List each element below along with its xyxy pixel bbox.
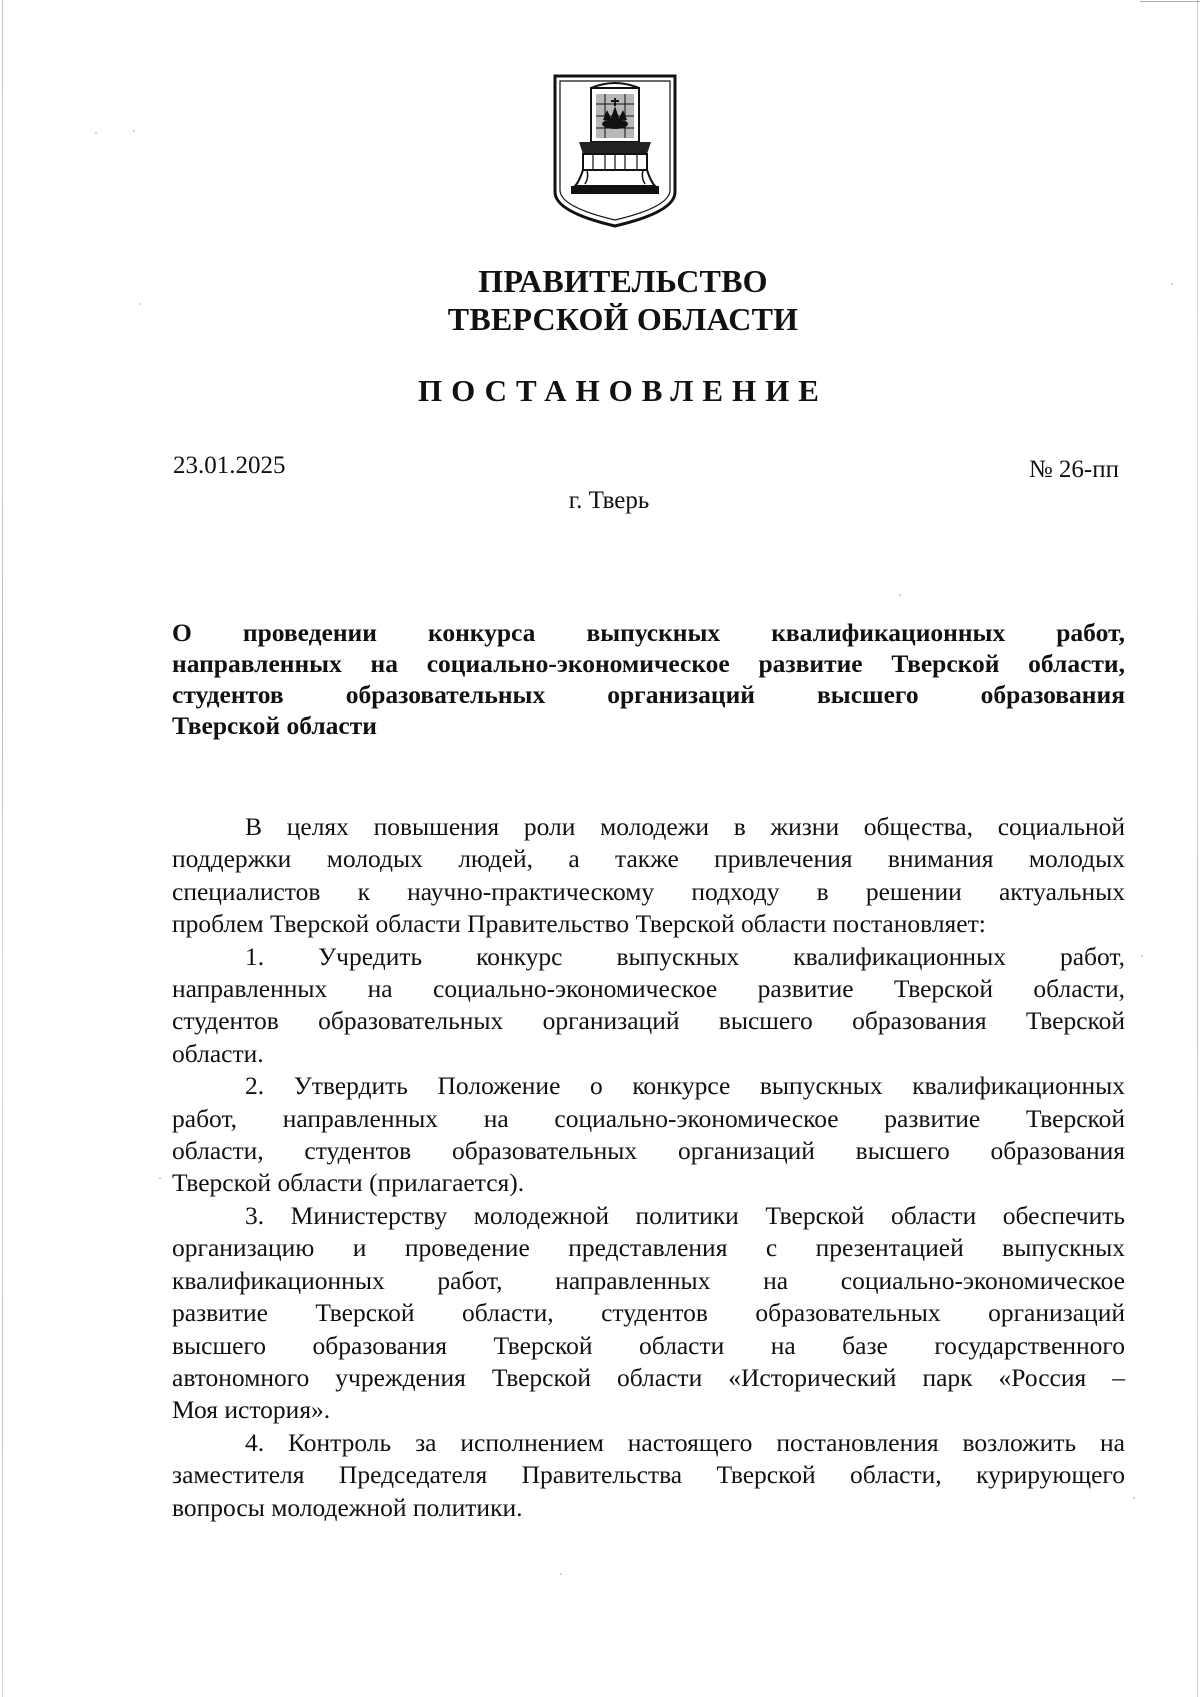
item-3-line: квалификационных работ, направленных на социально-экономическое xyxy=(172,1265,1125,1295)
scan-speck xyxy=(159,1177,161,1179)
document-number: № 26-пп xyxy=(1028,456,1119,483)
item-3-line: 3. Министерству молодежной политики Тверской области обеспечить xyxy=(245,1200,1125,1230)
item-3-line: высшего образования Тверской области на базе государственного xyxy=(172,1330,1125,1360)
item-4-line: вопросы молодежной политики. xyxy=(172,1492,523,1522)
government-line-1: ПРАВИТЕЛЬСТВО xyxy=(478,263,768,299)
coat-of-arms-icon xyxy=(553,74,677,228)
document-type: ПОСТАНОВЛЕНИЕ xyxy=(418,373,828,408)
scan-speck xyxy=(139,303,141,305)
subject-line: О проведении конкурса выпускных квалификационных работ, xyxy=(172,618,1125,647)
item-3-line: автономного учреждения Тверской области «Исторический парк «Россия – xyxy=(172,1362,1125,1392)
scan-edge-top xyxy=(1140,1,1200,2)
scan-edge-left xyxy=(2,0,3,1697)
scan-speck xyxy=(133,130,135,132)
preamble-line: В целях повышения роли молодежи в жизни общества, социальной xyxy=(245,812,1125,841)
item-3-line: развитие Тверской области, студентов образовательных организаций xyxy=(172,1298,1125,1328)
scan-speck xyxy=(560,1573,562,1575)
item-2-line: работ, направленных на социально-экономическое развитие Тверской xyxy=(172,1103,1125,1133)
scan-speck xyxy=(1133,1497,1135,1499)
government-line-2: ТВЕРСКОЙ ОБЛАСТИ xyxy=(447,301,799,337)
item-1-line: 1. Учредить конкурс выпускных квалификационных работ, xyxy=(245,941,1125,971)
item-3-line: организацию и проведение представления с презентацией выпускных xyxy=(172,1233,1125,1263)
subject-line: направленных на социально-экономическое развитие Тверской области, xyxy=(172,649,1125,678)
item-1-line: студентов образовательных организаций высшего образования Тверской xyxy=(172,1006,1125,1036)
item-4-line: 4. Контроль за исполнением настоящего постановления возложить на xyxy=(245,1427,1125,1457)
preamble-line: поддержки молодых людей, а также привлечения внимания молодых xyxy=(172,844,1125,874)
document-date: 23.01.2025 xyxy=(173,452,286,479)
preamble-line: специалистов к научно-практическому подходу в решении актуальных xyxy=(172,876,1125,906)
item-1-line: направленных на социально-экономическое развитие Тверской области, xyxy=(172,974,1125,1004)
item-2-line: области, студентов образовательных организаций высшего образования xyxy=(172,1136,1125,1166)
scan-speck xyxy=(95,132,97,134)
document-body xyxy=(172,811,1125,1524)
subject-line: студентов образовательных организаций высшего образования xyxy=(172,680,1125,709)
scan-speck xyxy=(1171,283,1173,285)
government-title xyxy=(0,262,1200,338)
preamble-line: проблем Тверской области Правительство Тверской области постановляет: xyxy=(172,909,986,939)
item-1-line: области. xyxy=(172,1038,264,1068)
scan-speck xyxy=(1141,955,1143,957)
scan-edge-right xyxy=(1197,0,1198,1697)
subject-line: Тверской области xyxy=(172,711,377,740)
item-3-line: Моя история». xyxy=(172,1395,331,1425)
item-2-line: Тверской области (прилагается). xyxy=(172,1168,525,1198)
item-2-line: 2. Утвердить Положение о конкурсе выпускных квалификационных xyxy=(245,1071,1125,1101)
item-4-line: заместителя Председателя Правительства Тверской области, курирующего xyxy=(172,1460,1125,1490)
document-city: г. Тверь xyxy=(568,487,650,514)
scan-speck xyxy=(899,594,901,596)
document-subject xyxy=(172,617,1125,741)
